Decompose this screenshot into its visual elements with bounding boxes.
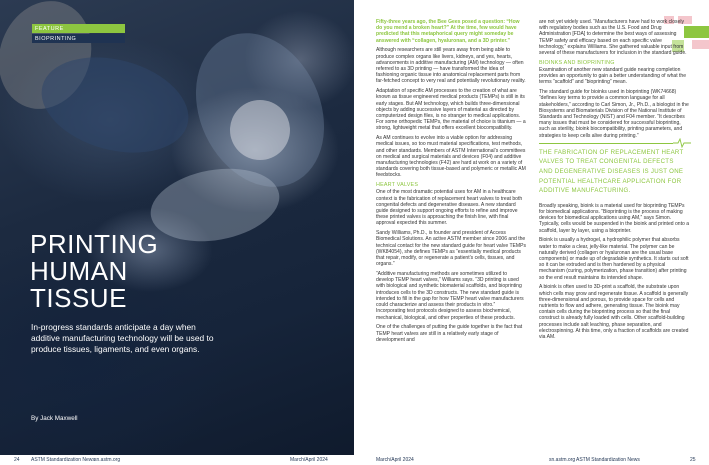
body-paragraph: As AM continues to evolve into a viable option for addressing medical issues, so too must material specifications, test methods, and other standards. Members of ASTM International’s committees on medical and surgical materials and devices (F04) and additive manufacturing technologies (F42) are hard at work on a variety of standards covering both tissue-based and polymeric or metallic AM feedstocks.: [376, 135, 526, 179]
pull-quote-text: THE FABRICATION OF REPLACEMENT HEART VALVES TO TREAT CONGENITAL DEFECTS AND DEGENERATIVE DISEASES IS JUST ONE POTENTIAL HEALTHCARE APPLICATION FOR ADDITIVE MANUFACTURING.: [539, 148, 684, 195]
body-paragraph: One of the most dramatic potential uses for AM in a healthcare context is the fabrication of replacement heart valves to treat both congenital defects and degenerative diseases. A new standard guide designed to support ongoing efforts to refine and improve these printed valves is approaching the finish line, with final approval expected this summer.: [376, 189, 523, 227]
text-column-2: [539, 19, 689, 344]
subhead-bioinks: BIOINKS AND BIOPRINTING: [539, 59, 615, 66]
issue-date: March/April 2024: [290, 457, 328, 463]
page-number: 24: [14, 457, 20, 463]
publication-name: ASTM Standardization News: [31, 457, 95, 463]
footer-left: [0, 455, 354, 465]
body-paragraph: Bioink is usually a hydrogel, a hydrophilic polymer that absorbs water to make a clear, jelly-like material. The polymer can be naturally derived (collagen or hyaluronan are the usual base components) or made up of degradable synthetics. It starts out soft so it can be extruded and is then hardened by a physical mechanism (curing, polymerization, phase transition) after printing so the end result maintains its intended shape.: [539, 237, 689, 281]
headline-line: HUMAN: [30, 256, 128, 286]
page-number: 25: [690, 457, 696, 463]
body-paragraph: One of the challenges of putting the guide together is the fact that TEMP heart valves are still in a relatively early stage of development and: [376, 324, 523, 343]
publication-url: sn.astm.org: [549, 457, 576, 463]
publication-url: sn.astm.org: [94, 457, 121, 463]
article-headline: [30, 231, 230, 312]
subhead-heart-valves: HEART VALVES: [376, 182, 419, 189]
headline-line: PRINTING: [30, 229, 159, 259]
body-paragraph: Although researchers are still years away from being able to produce complex organs like livers, kidneys, and yes, hearts, advancements in additive manufacturing (AM) technology — often referred to as 3D printing — have transformed the idea of fashioning organic tissue into anatomical replacement parts from far-fetched concept to very real and potentially revolutionary reality.: [376, 47, 526, 85]
footer-right: [354, 455, 709, 465]
body-paragraph: Examination of another new standard guide nearing completion provides an opportunity to gain a better understanding of what the terms “scaffold” and “bioprinting” mean.: [539, 67, 687, 86]
body-paragraph: Sandy Williams, Ph.D., is founder and president of Access Biomedical Solutions. An active ASTM member since 2006 and the technical contact for the new standard guide for heart valve TEMPs (WK84054), she defines TEMPs as “essentially medical products that repair, modify, or regenerate a patient’s cells, tissues, and organs.”: [376, 230, 526, 268]
decorative-block: [692, 40, 709, 49]
light-glare: [230, 100, 290, 160]
pull-quote: [539, 143, 689, 196]
article-deck: In-progress standards anticipate a day when additive manufacturing technology will be used to produce tissues, ligaments, and even organs.: [31, 322, 214, 354]
heartbeat-icon: [673, 138, 691, 148]
byline: By Jack Maxwell: [31, 415, 78, 422]
cover-photo-page: [0, 0, 354, 465]
body-paragraph: The standard guide for bioinks used in bioprinting (WK74668) “defines key terms to provide a common language for all stakeholders,” according to Carl Simon, Jr., Ph.D., a biologist in the Biosystems and Biomaterials Division of the National Institute of Standards and Technology (NIST) and F04 member. “It describes many issues that must be considered for successful bioprinting, such as sterility, bioink biocompatibility, printing parameters, and strategies to keep cells alive during printing.”: [539, 89, 689, 139]
feature-label: FEATURE: [32, 24, 125, 33]
issue-date: March/April 2024: [376, 457, 414, 463]
section-label: BIOPRINTING: [32, 34, 125, 43]
headline-line: TISSUE: [30, 283, 127, 313]
body-paragraph: “Additive manufacturing methods are sometimes utilized to develop TEMP heart valves,” Williams says. “3D printing is used with biological and synthetic biomaterial scaffolds, and bioprinting introduces cells to the 3D constructs. The new standard guide is intended to fill in the gap for how TEMP heart valve manufacturers could characterize and assess their products in vitro.” Incorporating test protocols designed to assess biochemical, mechanical, biological, and other properties of these products.: [376, 271, 524, 321]
body-paragraph: A bioink is often used to 3D-print a scaffold, the substrate upon which cells may grow and regenerate tissue. A scaffold is generally three-dimensional and porous, to provide space for cells and nutrients to flow and adhere, generating tissue. The bioink may contain cells during the bioprinting process so that the final construct is already fully loaded with cells. Other scaffold-building processes include salt leaching, phase separation, and electrospinning. At this time, only a fraction of scaffolds are created via AM.: [539, 284, 689, 341]
intro-paragraph: Fifty-three years ago, the Bee Gees posed a question: “How do you mend a broken heart?” At the time, few would have predicted that this metaphorical query might someday be answered with “collagen, hyaluronan, and a 3D printer.”: [376, 19, 520, 44]
article-text-page: [354, 0, 709, 465]
body-paragraph: Broadly speaking, bioink is a material used for bioprinting TEMPs for biomedical applications. “Bioprinting is the process of making devices for biomedical applications using AM,” says Simon. Typically, cells would be suspended in the bioink and printed onto a scaffold, layer by layer, using a bioprinter.: [539, 202, 690, 234]
text-column-1: [376, 19, 526, 347]
body-paragraph: Adaptation of specific AM processes to the creation of what are known as tissue engineered medical products (TEMPs) is still in its early stages. But AM technology, which builds three-dimensional objects by adding successive layers of material as directed by computerized design files, is no stranger to medical applications. For some orthopedic TEMPs, the material of choice is titanium — a strong, lightweight metal that offers excellent biocompatibility.: [376, 88, 526, 132]
body-paragraph: are not yet widely used. “Manufacturers have had to work closely with regulatory bodies such as the U.S. Food and Drug Administration [FDA] to determine the best ways of assessing TEMP safety and efficacy based on each specific valve technology,” explains Williams. She gathered valuable input from several of these manufacturers for inclusion in the standard guide.: [539, 19, 687, 57]
publication-name: ASTM Standardization News: [576, 457, 640, 463]
